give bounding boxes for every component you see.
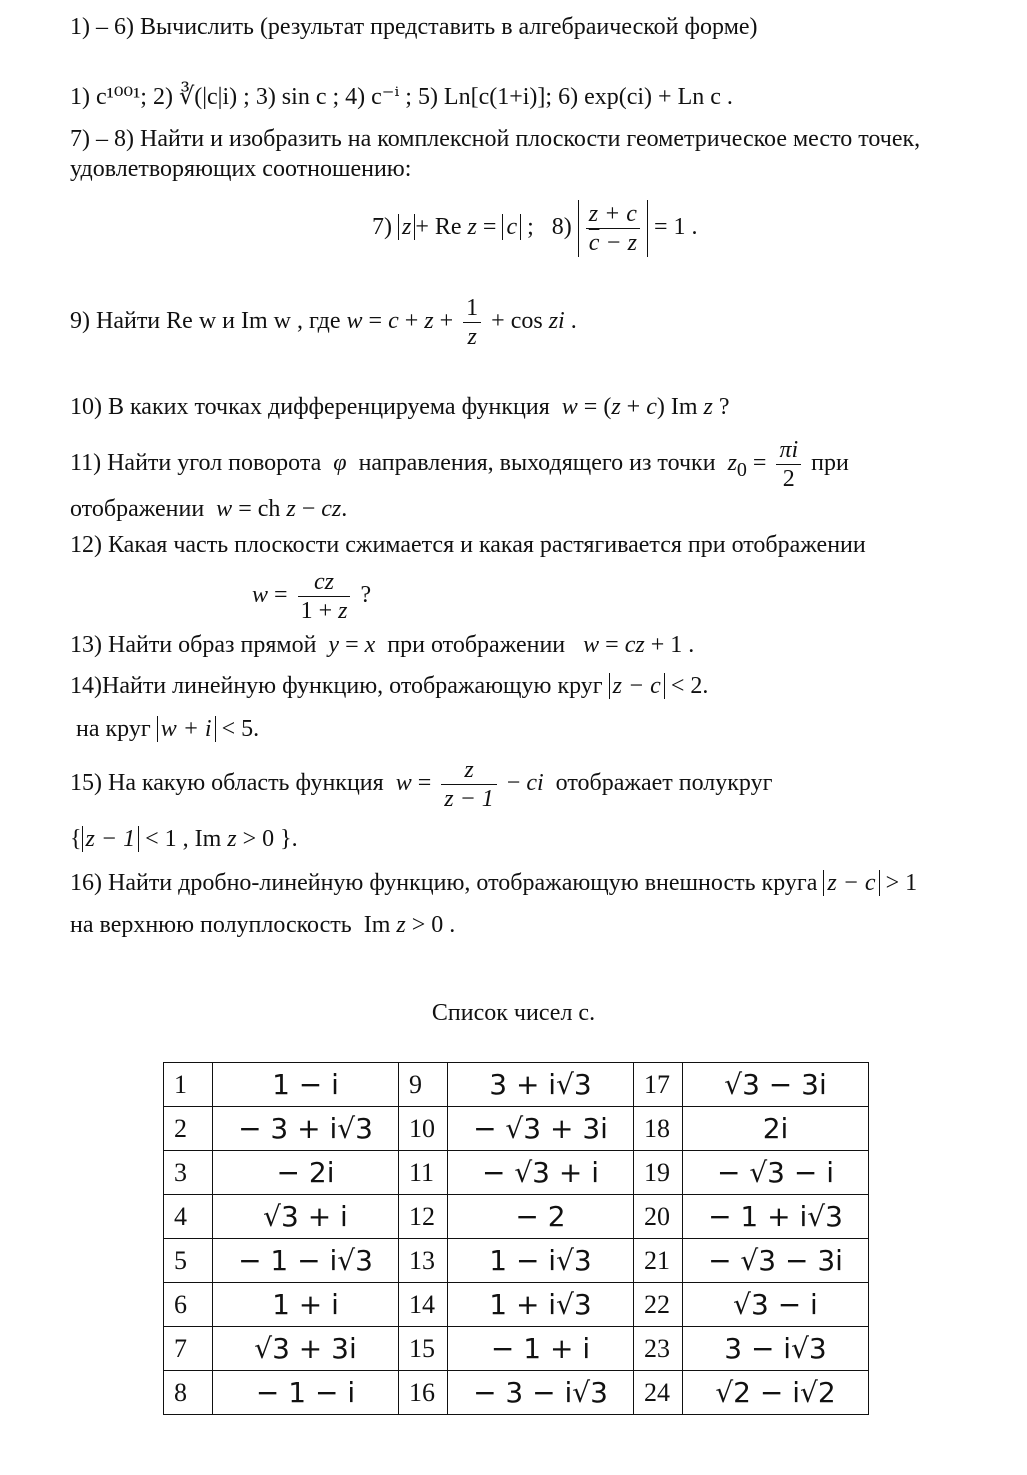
c-value-cell: √3 − i <box>683 1283 869 1327</box>
row-number-cell: 24 <box>634 1371 683 1415</box>
task-15-line2: { z − 1 < 1 , Im z > 0 }. <box>70 826 298 852</box>
c-value-cell: − √3 − 3i <box>683 1239 869 1283</box>
task-9: 9) Найти Re w и Im w , где w = c + z + $\frac{1}{z}$ + cos zi . <box>70 295 577 350</box>
c-value-cell: − 1 − i <box>213 1371 399 1415</box>
c-value-cell: √2 − i√2 <box>683 1371 869 1415</box>
c-value-cell: − 1 + i√3 <box>683 1195 869 1239</box>
task-16-line2: на верхнюю полуплоскость Im z > 0 . <box>70 912 456 938</box>
row-number-cell: 9 <box>399 1063 448 1107</box>
row-number-cell: 3 <box>164 1151 213 1195</box>
task-16-line1: 16) Найти дробно-линейную функцию, отображающую внешность круга z − c > 1 <box>70 870 918 896</box>
row-number-cell: 14 <box>399 1283 448 1327</box>
row-number-cell: 16 <box>399 1371 448 1415</box>
task-7-8-text-b: удовлетворяющих соотношению: <box>70 156 412 182</box>
task-10: 10) В каких точках дифференцируема функция w = (z + c) Im z ? <box>70 394 730 420</box>
task-13: 13) Найти образ прямой y = x при отображении w = cz + 1 . <box>70 632 695 658</box>
c-value-cell: − 1 − i√3 <box>213 1239 399 1283</box>
task-7-8-text-a: 7) – 8) Найти и изобразить на комплексной плоскости геометрическое место точек, <box>70 126 921 152</box>
table-row <box>164 1327 869 1371</box>
table-row <box>164 1371 869 1415</box>
row-number-cell: 18 <box>634 1107 683 1151</box>
row-number-cell: 20 <box>634 1195 683 1239</box>
task-14-line1: 14)Найти линейную функцию, отображающую круг z − c < 2. <box>70 673 709 699</box>
row-number-cell: 11 <box>399 1151 448 1195</box>
row-number-cell: 13 <box>399 1239 448 1283</box>
table-row <box>164 1107 869 1151</box>
c-value-cell: − 1 + i <box>448 1327 634 1371</box>
task-11-line2: отображении w = ch z − cz. <box>70 496 348 522</box>
c-value-cell: 1 − i <box>213 1063 399 1107</box>
row-number-cell: 17 <box>634 1063 683 1107</box>
c-value-cell: − √3 − i <box>683 1151 869 1195</box>
row-number-cell: 7 <box>164 1327 213 1371</box>
row-number-cell: 10 <box>399 1107 448 1151</box>
c-value-cell: − √3 + 3i <box>448 1107 634 1151</box>
table-row <box>164 1283 869 1327</box>
row-number-cell: 15 <box>399 1327 448 1371</box>
task-1-6-expressions: 1) c¹⁰⁰¹; 2) ∛(|c|i) ; 3) sin c ; 4) c⁻ⁱ ; 5) Ln[c(1+i)]; 6) exp(ci) + Ln c . <box>70 84 733 110</box>
c-value-cell: − 2i <box>213 1151 399 1195</box>
c-value-cell: 1 − i√3 <box>448 1239 634 1283</box>
row-number-cell: 6 <box>164 1283 213 1327</box>
c-value-cell: √3 + i <box>213 1195 399 1239</box>
row-number-cell: 1 <box>164 1063 213 1107</box>
table-row <box>164 1195 869 1239</box>
table-row <box>164 1151 869 1195</box>
row-number-cell: 23 <box>634 1327 683 1371</box>
row-number-cell: 22 <box>634 1283 683 1327</box>
task-14-line2: на круг w + i < 5. <box>76 716 260 742</box>
row-number-cell: 12 <box>399 1195 448 1239</box>
c-value-cell: 1 + i√3 <box>448 1283 634 1327</box>
c-numbers-table <box>163 1062 869 1415</box>
row-number-cell: 8 <box>164 1371 213 1415</box>
row-number-cell: 5 <box>164 1239 213 1283</box>
c-value-cell: 3 + i√3 <box>448 1063 634 1107</box>
row-number-cell: 19 <box>634 1151 683 1195</box>
row-number-cell: 21 <box>634 1239 683 1283</box>
c-value-cell: √3 − 3i <box>683 1063 869 1107</box>
c-value-cell: − 3 + i√3 <box>213 1107 399 1151</box>
task-12-formula: w = $\frac{cz}{1 + z}$ ? <box>252 569 372 624</box>
c-value-cell: − 2 <box>448 1195 634 1239</box>
task-15-line1: 15) На какую область функция w = $\frac{z}{z - 1}$ − ci отображает полукруг <box>70 757 773 812</box>
row-number-cell: 4 <box>164 1195 213 1239</box>
c-value-cell: 2i <box>683 1107 869 1151</box>
task-7-8-formulas: 7) z + Re z = c ; 8) $\frac{z + c}{\overline{c} - z}$ = 1 . <box>372 201 698 256</box>
row-number-cell: 2 <box>164 1107 213 1151</box>
table-row <box>164 1239 869 1283</box>
c-value-cell: 1 + i <box>213 1283 399 1327</box>
c-value-cell: − √3 + i <box>448 1151 634 1195</box>
c-value-cell: − 3 − i√3 <box>448 1371 634 1415</box>
task-11-line1: 11) Найти угол поворота φ направления, выходящего из точки $z_0$ = $\frac{\pi i}{2}$ при <box>70 437 849 492</box>
c-value-cell: √3 + 3i <box>213 1327 399 1371</box>
task-12-text: 12) Какая часть плоскости сжимается и какая растягивается при отображении <box>70 532 866 558</box>
table-caption: Список чисел c. <box>431 1000 596 1026</box>
c-value-cell: 3 − i√3 <box>683 1327 869 1371</box>
table-row <box>164 1063 869 1107</box>
task-header-1-6: 1) – 6) Вычислить (результат представить в алгебраической форме) <box>70 14 758 40</box>
